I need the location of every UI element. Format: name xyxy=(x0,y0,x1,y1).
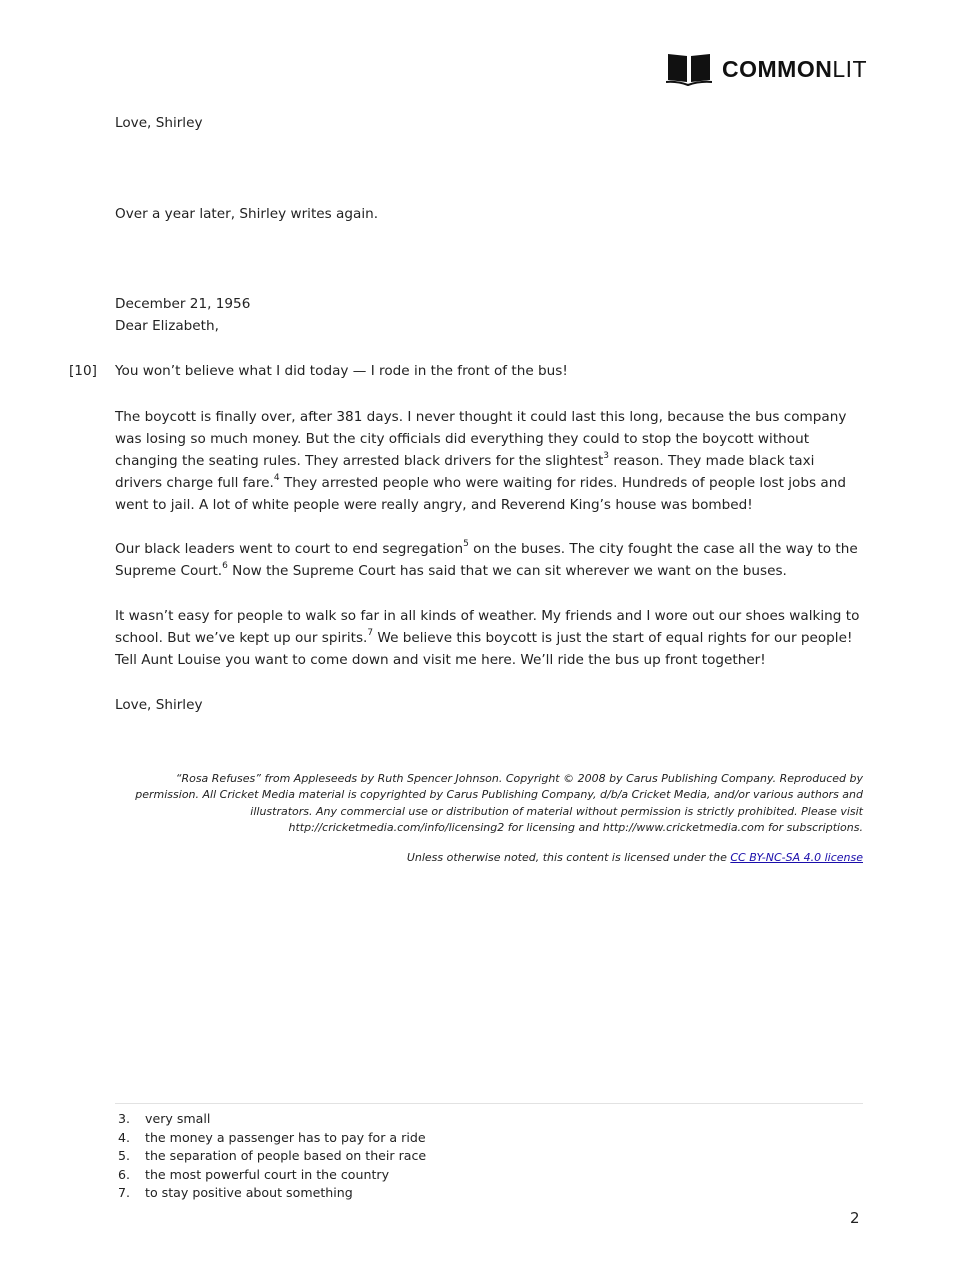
commonlit-logo xyxy=(666,52,867,86)
letter-date: December 21, 1956 xyxy=(115,296,251,312)
paragraph-12: Our black leaders went to court to end segregation$^5$ on the buses. The city fought the case all the way to the Supreme Court.$^6$ Now the Supreme Court has said that we can sit wherever we want on the buses. xyxy=(115,539,858,579)
paragraph-11: The boycott is finally over, after 381 days. I never thought it could last this long, because the bus company was losing so much money. But the city officials did everything they could to stop the boycott without changing the seating rules. They arrested black drivers for the slightest$^3$ reason. They made black taxi drivers charge full fare.$^4$ They arrested people who were waiting for rides. Hundreds of people lost jobs and went to jail. A lot of white people were really angry, and Reverend King’s house was bombed! xyxy=(115,409,847,513)
footnote: 7. to stay positive about something xyxy=(118,1185,353,1200)
paragraph-number: [10] xyxy=(69,363,97,379)
closing-2: Love, Shirley xyxy=(115,697,203,713)
book-icon xyxy=(666,52,712,86)
paragraph-10: You won’t believe what I did today — I rode in the front of the bus! xyxy=(115,363,568,379)
citation: “Rosa Refuses” from Appleseeds by Ruth Spencer Johnson. Copyright © 2008 by Carus Publishing Company. Reproduced by permission. All Cricket Media material is copyrighted by Carus Publishing Company, d/b/a Cricket Media, and/or various authors and illustrators. Any commercial use or distribution of material without permission is strictly prohibited. Please visit http://cricketmedia.com/info/licensing2 for licensing and http://www.cricketmedia.com for subscriptions. xyxy=(135,772,863,834)
footnote: 5. the separation of people based on their race xyxy=(118,1148,427,1163)
footnote-ref: 6 xyxy=(222,561,228,571)
salutation: Dear Elizabeth, xyxy=(115,318,219,334)
footnote-ref: 3 xyxy=(603,451,610,461)
footnote: 4. the money a passenger has to pay for a ride xyxy=(118,1129,426,1145)
license-link[interactable]: CC BY-NC-SA 4.0 license xyxy=(730,851,863,864)
footnote: 6. the most powerful court in the country xyxy=(118,1166,390,1182)
paragraph-13: It wasn’t easy for people to walk so far in all kinds of weather. My friends and I wore out our shoes walking to school. But we’ve kept up our spirits.$^7$ We believe this boycott is just the start of equal rights for our people! Tell Aunt Louise you want to come down and visit me here. We’ll ride the bus up front together! xyxy=(115,608,860,668)
footnote-ref: 7 xyxy=(367,628,374,638)
footnotes xyxy=(118,1110,426,1203)
logo-text: COMMONLIT xyxy=(722,55,868,82)
footnote-ref: 5 xyxy=(463,539,469,549)
footnote-ref: 4 xyxy=(273,473,280,483)
page-number: 2 xyxy=(850,1209,860,1227)
footnote: 3. very small xyxy=(118,1111,211,1126)
narration: Over a year later, Shirley writes again. xyxy=(115,206,379,222)
closing-1: Love, Shirley xyxy=(115,115,203,131)
license-note: Unless otherwise noted, this content is licensed under the CC BY-NC-SA 4.0 license xyxy=(406,851,863,864)
footnote-divider xyxy=(115,1103,863,1104)
